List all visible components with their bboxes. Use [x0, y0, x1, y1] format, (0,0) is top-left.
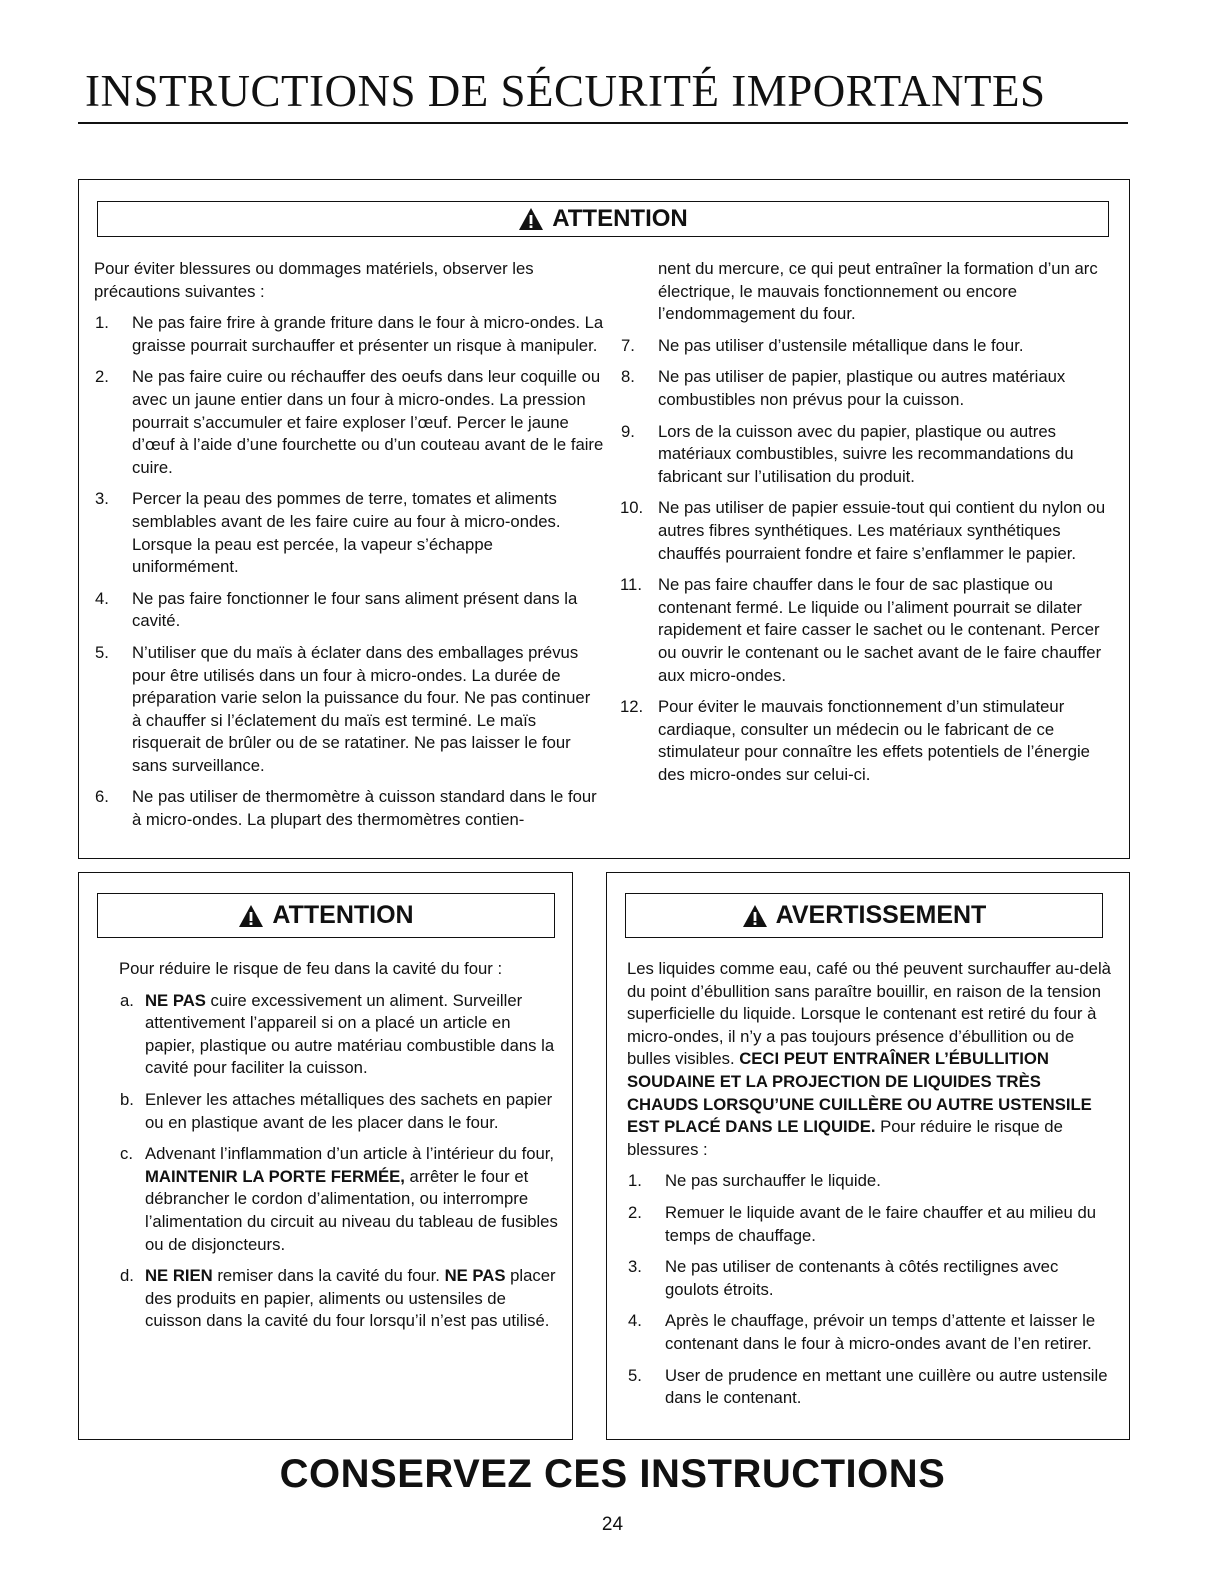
plain-text: Advenant l’inflammation d’un article à l’intérieur du four, [145, 1144, 555, 1164]
footer-title: CONSERVEZ CES INSTRUCTIONS [279, 1452, 946, 1496]
item-text: Enlever les attaches métalliques des sachets en papier ou en plastique avant de les placer dans le four. [145, 1089, 553, 1132]
list-item [620, 421, 1120, 489]
plain-text: remiser dans la cavité du four. [212, 1266, 445, 1286]
bold-text: CECI PEUT ENTRAÎNER L’ÉBULLITION SOUDAINE ET LA PROJECTION DE LIQUIDES TRÈS CHAUDS LORSQU’UNE CUILLÈRE OU AUTRE USTENSILE EST PLACÉ DANS LE LIQUIDE. [627, 1049, 1092, 1137]
warning-triangle-icon [518, 207, 544, 231]
item-number: 2. [628, 1202, 642, 1222]
item-number: 8. [621, 367, 635, 387]
item-number: 1. [95, 313, 109, 333]
list-item [627, 1256, 1112, 1301]
list-item [119, 990, 559, 1080]
item-number: 7. [621, 335, 635, 355]
list-item [627, 1170, 1112, 1193]
item-text: Pour éviter le mauvais fonctionnement d’un stimulateur cardiaque, consulter un médecin ou le fabricant de ce stimulateur pour connaître les effets potentiels de l’énergie des micro-ondes sur celui-ci. [658, 697, 1090, 784]
attention-heading-top [97, 201, 1109, 237]
list-item [620, 574, 1120, 687]
attention-box-fire [78, 872, 573, 1440]
warning-triangle-icon [238, 904, 264, 928]
plain-text: arrêter le four et débrancher le cordon d’alimentation, ou interrompre l’alimentation du circuit au niveau du tableau de fusibles ou de disjoncteurs. [145, 1166, 558, 1254]
list-item [94, 786, 604, 831]
item-number: 4. [628, 1311, 642, 1331]
avertissement-heading-label: AVERTISSEMENT [775, 901, 987, 929]
avertissement-heading [625, 893, 1103, 938]
list-item [94, 588, 604, 633]
item-text: Ne pas faire chauffer dans le four de sac plastique ou contenant fermé. Le liquide ou l’aliment pourrait se dilater rapidement et faire casser le sachet ou le contenant. Percer ou ouvrir le contenant ou le sachet avant de le faire chauffer aux micro-ondes. [658, 575, 1102, 685]
list-item [627, 1365, 1112, 1410]
list-item [94, 366, 604, 479]
avertissement-column [627, 958, 1112, 1410]
item-text: Lors de la cuisson avec du papier, plastique ou autres matériaux combustibles, suivre les recommandations du fabricant sur l’utilisation du produit. [658, 421, 1074, 486]
bold-text: MAINTENIR LA PORTE FERMÉE, [145, 1166, 405, 1186]
item-text: Ne pas faire cuire ou réchauffer des oeufs dans leur coquille ou avec un jaune entier dans un four à micro-ondes. La pression pourrait s’accumuler et faire exploser l’œuf. Percer le jaune d’œuf à l’aide d’une fourchette ou d’un couteau avant de le faire cuire. [132, 367, 604, 477]
item-text: Ne pas faire fonctionner le four sans aliment présent dans la cavité. [132, 588, 578, 631]
list-item [94, 312, 604, 357]
item-text: Ne pas utiliser de papier, plastique ou autres matériaux combustibles non prévus pour la cuisson. [658, 367, 1066, 409]
attention-box-top [78, 179, 1130, 859]
item-number: 4. [95, 588, 109, 608]
list-item [620, 335, 1120, 358]
bold-text: NE PAS [444, 1266, 506, 1286]
list-item [627, 1202, 1112, 1247]
item-text: Ne pas utiliser de thermomètre à cuisson standard dans le four à micro-ondes. La plupart des thermomètres contien- [132, 787, 597, 830]
plain-text: Pour réduire le risque de blessures : [627, 1117, 1063, 1159]
item-text: Remuer le liquide avant de le faire chauffer et au milieu du temps de chauffage. [665, 1202, 1097, 1245]
fire-intro: Pour réduire le risque de feu dans la cavité du four : [119, 959, 503, 978]
list-item [119, 1265, 559, 1333]
item-text: N’utiliser que du maïs à éclater dans des emballages prévus pour être utilisés dans un four à micro-ondes. La durée de préparation varie selon la puissance du four. Ne pas continuer à chauffer si l’éclatement du maïs est terminé. Le maïs risquerait de brûler ou de se ratatiner. Ne pas laisser le four sans surveillance. [132, 642, 591, 775]
plain-text: Les liquides comme eau, café ou thé peuvent surchauffer au-delà du point d’ébullition sans paraître bouillir, en raison de la tension superficielle du liquide. Lorsque le contenant est retiré du four à micro-ondes, il n’y a pas toujours présence d’ébullition ou de bulles visibles. [627, 959, 1111, 1069]
list-item [119, 1143, 559, 1256]
attention-heading-fire-label: ATTENTION [272, 901, 414, 929]
page-number: 24 [601, 1514, 624, 1535]
warning-triangle-icon [742, 904, 768, 928]
bold-text: NE RIEN [145, 1266, 213, 1286]
item-letter: a. [120, 990, 134, 1010]
item-number: 2. [95, 367, 109, 387]
item-text [145, 1143, 559, 1256]
item-number: 3. [95, 489, 109, 509]
item-text [145, 1265, 559, 1333]
item6-continued: nent du mercure, ce qui peut entraîner la formation d’un arc électrique, le mauvais fonctionnement ou encore l’endommagement du four. [658, 259, 1098, 324]
list-item [94, 488, 604, 578]
item-text: Après le chauffage, prévoir un temps d’attente et laisser le contenant dans le four à micro-ondes avant de l’en retirer. [665, 1311, 1096, 1353]
list-item [620, 366, 1120, 411]
list-item [620, 497, 1120, 565]
attention-heading-top-label: ATTENTION [552, 205, 688, 232]
top-intro: Pour éviter blessures ou dommages matériels, observer les précautions suivantes : [94, 259, 534, 301]
item-number: 1. [628, 1171, 642, 1191]
attention-heading-fire [97, 893, 555, 938]
item-number: 3. [628, 1257, 642, 1277]
item-text: Percer la peau des pommes de terre, tomates et aliments semblables avant de les faire cuire au four à micro-ondes. Lorsque la peau est percée, la vapeur s’échappe uniformément. [132, 489, 561, 577]
avertissement-intro [627, 958, 1112, 1161]
item-number: 5. [628, 1365, 642, 1385]
item-text [145, 990, 559, 1080]
item-letter: b. [120, 1089, 134, 1109]
item-number: 12. [620, 697, 644, 717]
item-text: User de prudence en mettant une cuillère ou autre ustensile dans le contenant. [665, 1365, 1108, 1408]
item-number: 9. [621, 421, 635, 441]
list-item [627, 1310, 1112, 1355]
top-right-column [620, 258, 1120, 786]
plain-text: cuire excessivement un aliment. Surveiller attentivement l’appareil si on a placé un article en papier, plastique ou autre matériau combustible dans la cavité pour faciliter la cuisson. [145, 990, 555, 1078]
item-number: 5. [95, 642, 109, 662]
page-title: INSTRUCTIONS DE SÉCURITÉ IMPORTANTES [78, 60, 1128, 124]
item-text: Ne pas surchauffer le liquide. [665, 1171, 881, 1191]
bold-text: NE PAS [145, 990, 206, 1010]
item-number: 6. [95, 787, 109, 807]
top-left-column [94, 258, 604, 832]
plain-text: placer des produits en papier, aliments ou ustensiles de cuisson dans la cavité du four lorsqu’il n’est pas utilisé. [145, 1266, 556, 1331]
list-item [620, 696, 1120, 786]
item-text: Ne pas utiliser de contenants à côtés rectilignes avec goulots étroits. [665, 1257, 1059, 1299]
avertissement-box [606, 872, 1130, 1440]
item-number: 11. [620, 575, 642, 595]
fire-column [119, 958, 559, 1333]
item-text: Ne pas utiliser d’ustensile métallique dans le four. [658, 335, 1024, 355]
item-text: Ne pas faire frire à grande friture dans le four à micro-ondes. La graisse pourrait surchauffer et présenter un risque à manipuler. [132, 313, 604, 355]
list-item [94, 642, 604, 778]
item-letter: c. [120, 1144, 133, 1164]
list-item [119, 1089, 559, 1134]
item-letter: d. [120, 1266, 134, 1286]
item-number: 10. [620, 498, 644, 518]
item-text: Ne pas utiliser de papier essuie-tout qui contient du nylon ou autres fibres synthétiques. Les matériaux synthétiques chauffés pourraient fondre et faire s’enflammer le papier. [658, 498, 1106, 563]
